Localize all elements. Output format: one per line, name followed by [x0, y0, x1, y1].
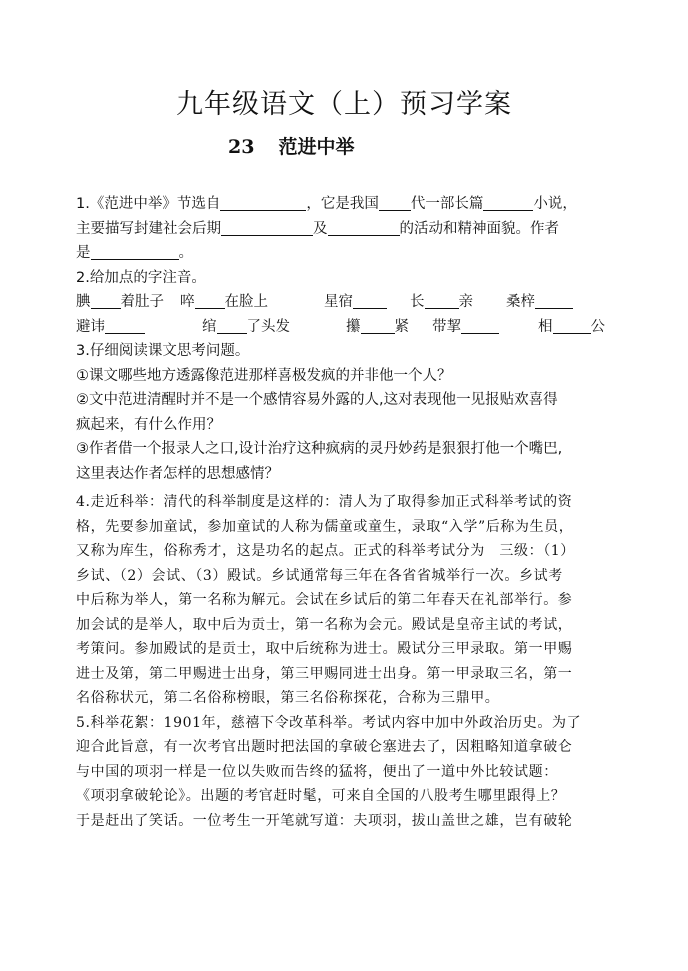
q3-item-3: ③作者借一个报录人之口,设计治疗这种疯病的灵丹妙药是狠狠打他一个嘴巴, [76, 441, 563, 457]
q4-line: 中后称为举人，第一名称为解元。会试在乡试后的第二年春天在礼部举行。参 [76, 592, 573, 608]
page-title: 九年级语文（上）预习学案 [176, 89, 512, 120]
answer-blank[interactable] [220, 195, 306, 211]
answer-blank[interactable] [328, 220, 400, 236]
q4-line: 进士及第，第二甲赐进士出身，第三甲赐同进士出身。第一甲录取三名，第一 [76, 665, 573, 682]
answer-blank[interactable] [379, 195, 411, 211]
q5-line: 5.科举花絮：1901年，慈禧下令改革科举。考试内容中加中外政治历史。为了 [76, 714, 582, 731]
answer-blank[interactable] [461, 318, 499, 334]
q5-paragraph [76, 711, 616, 834]
q4-line: 考策问。参加殿试的是贡士，取中后统称为进士。殿试分三甲录取。第一甲赐 [76, 641, 573, 657]
answer-blank[interactable] [361, 318, 395, 334]
answer-blank[interactable] [217, 318, 247, 334]
answer-blank[interactable] [195, 293, 225, 309]
answer-blank[interactable] [105, 318, 145, 334]
answer-blank[interactable] [221, 220, 313, 236]
q4-line: 格，先要参加童试，参加童试的人称为儒童或童生，录取“入学”后称为生员， [76, 518, 574, 535]
q1-line-2: 主要描写封建社会后期 及 的活动和精神面貌。作者 [76, 220, 559, 237]
answer-blank[interactable] [353, 293, 387, 309]
q3-heading: 3.仔细阅读课文思考问题。 [76, 343, 250, 359]
q3-item-2: ②文中范进清醒时并不是一个感情容易外露的人,这对表现他一见报贴欢喜得 [76, 392, 558, 408]
q1-line-3: 是 。 [76, 245, 193, 261]
q5-line: 于是赶出了笑话。一位考生一开笔就写道：夫项羽，拔山盖世之雄，岂有破轮 [76, 812, 573, 829]
q4-line: 又称为库生，俗称秀才，这是功名的起点。正式的科举考试分为 三级：（1） [76, 543, 575, 559]
q4-line: 4.走近科举：清代的科举制度是这样的：清人为了取得参加正式科举考试的资 [76, 494, 573, 510]
q4-line: 名俗称状元，第二名俗称榜眼，第三名俗称探花，合称为三鼎甲。 [76, 690, 500, 706]
answer-blank[interactable] [483, 195, 533, 211]
answer-blank[interactable] [91, 293, 121, 309]
lesson-title: 范进中举 [278, 136, 355, 158]
q1-line-1: 1.《范进中举》节选自 ，它是我国 代一部长篇 小说， [76, 196, 577, 212]
q2-heading: 2.给加点的字注音。 [76, 269, 206, 286]
answer-blank[interactable] [535, 293, 573, 309]
q3-item-2-cont: 疯起来，有什么作用？ [76, 416, 221, 433]
q2-row-1: 腆 着肚子 啐 在脸上 星宿 长 亲 桑梓 [76, 290, 616, 315]
q2-row-2: 避讳 绾 了头发 攥 紧 带挈 相 公 [76, 318, 605, 335]
q4-line: 乡试、（2）会试、（3）殿试。乡试通常每三年在各省省城举行一次。乡试考 [76, 567, 563, 584]
answer-blank[interactable] [91, 244, 179, 260]
answer-blank[interactable] [425, 293, 459, 309]
answer-blank[interactable] [553, 318, 591, 334]
q5-line: 《项羽拿破轮论》。出题的考官赶时髦，可来自全国的八股考生哪里跟得上？ [76, 788, 566, 804]
worksheet-content [76, 192, 616, 833]
q5-line: 迎合此旨意，有一次考官出题时把法国的拿破仑塞进去了，因粗略知道拿破仑 [76, 739, 573, 755]
lesson-heading [228, 132, 354, 159]
lesson-number: 23 [228, 136, 255, 158]
q4-line: 加会试的是举人，取中后为贡士，第一名称为会元。殿试是皇帝主试的考试， [76, 616, 573, 633]
q4-paragraph [76, 490, 616, 711]
q5-line: 与中国的项羽一样是一位以失败而告终的猛将，便出了一道中外比较试题： [76, 763, 558, 780]
q3-item-1: ①课文哪些地方透露像范进那样喜极发疯的并非他一个人？ [76, 367, 452, 384]
q3-item-3-cont: 这里表达作者怎样的思想感情？ [76, 465, 279, 482]
